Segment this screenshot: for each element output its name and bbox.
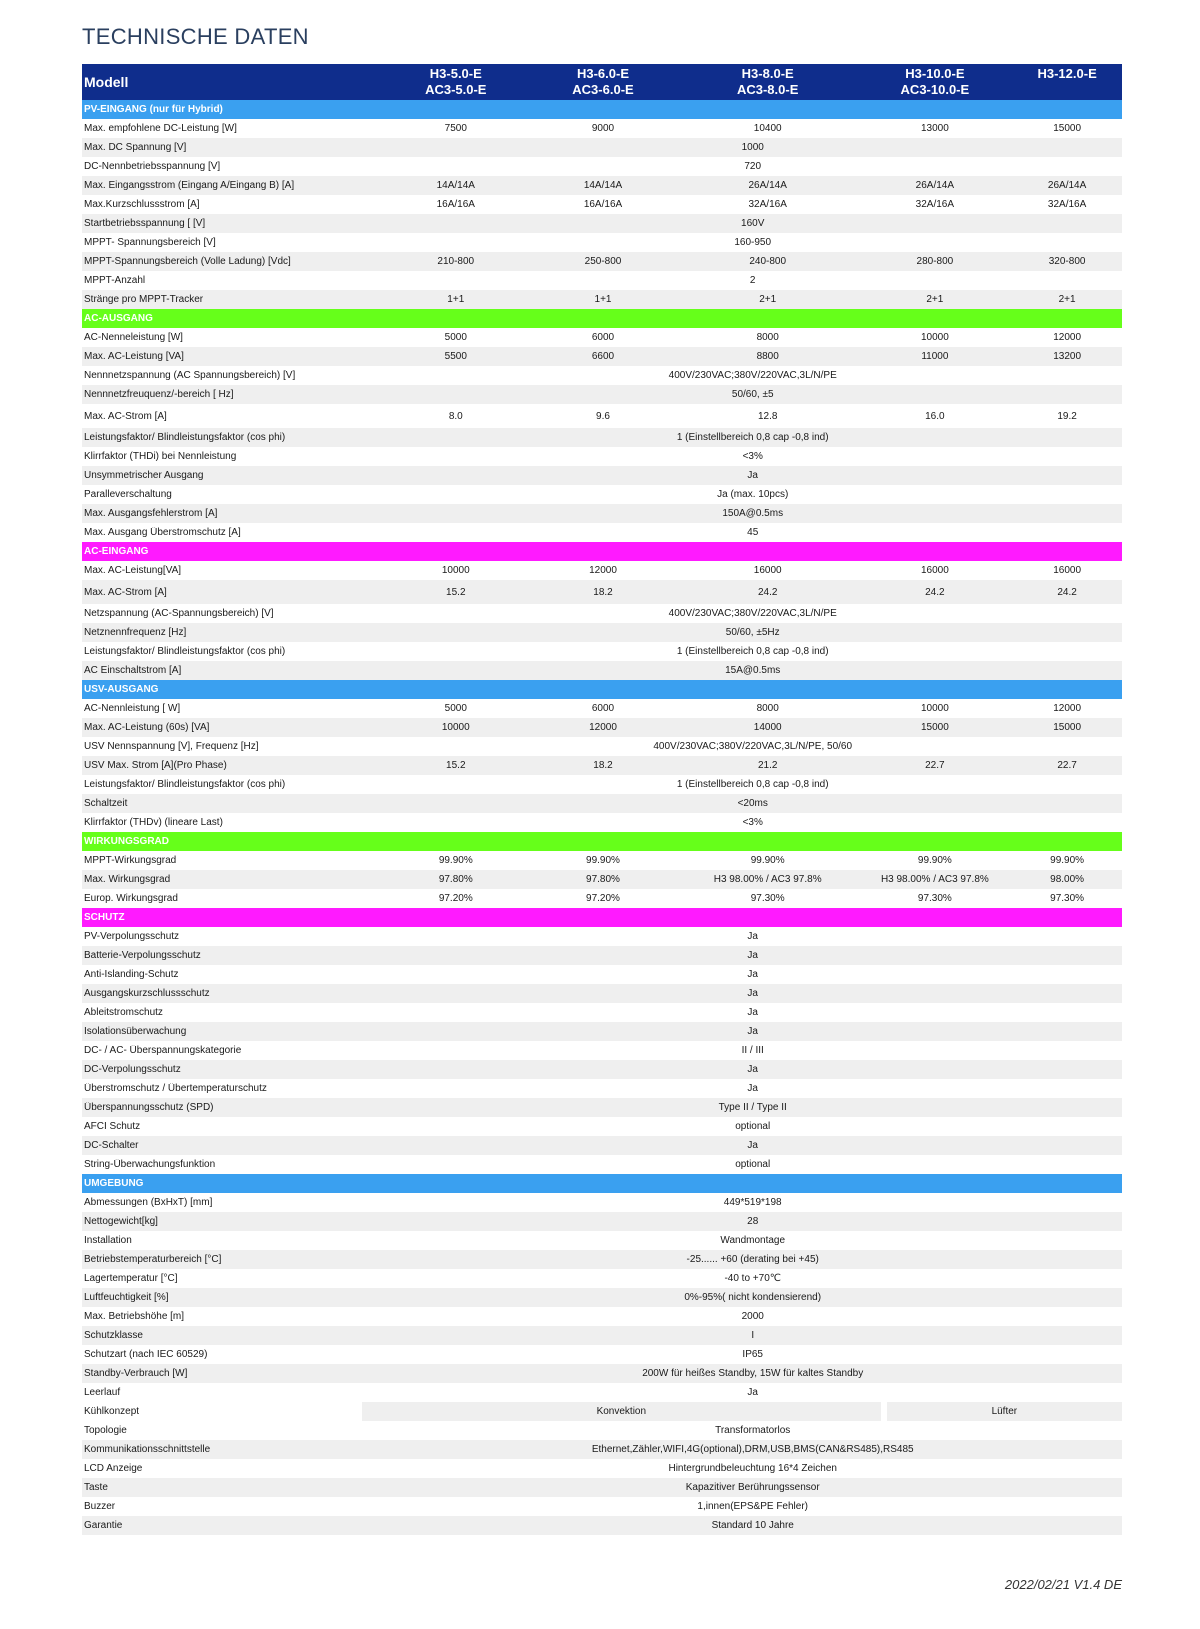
table-row — [82, 1307, 1122, 1326]
row-label: Netzspannung (AC-Spannungsbereich) [V] — [84, 608, 274, 619]
table-row — [82, 1212, 1122, 1231]
table-row — [82, 1193, 1122, 1212]
table-row — [82, 984, 1122, 1003]
row-value: 200W für heißes Standby, 15W für kaltes Standby — [642, 1368, 864, 1379]
model-col-1: H3-5.0-E AC3-5.0-E — [425, 66, 487, 97]
row-value: 210-800 — [437, 256, 475, 267]
table-row — [82, 1136, 1122, 1155]
row-value: Type II / Type II — [718, 1102, 787, 1113]
row-value: 449*519*198 — [723, 1197, 782, 1208]
version-footer: 2022/02/21 V1.4 DE — [1004, 1577, 1122, 1592]
table-row — [82, 404, 1122, 428]
table-row — [82, 889, 1122, 908]
row-value: Konvektion — [362, 1402, 881, 1421]
table-row — [82, 504, 1122, 523]
row-label: Standby-Verbrauch [W] — [84, 1368, 188, 1379]
table-row — [82, 1345, 1122, 1364]
table-row — [82, 737, 1122, 756]
row-value: II / III — [741, 1045, 764, 1056]
table-row — [82, 561, 1122, 580]
table-row — [82, 485, 1122, 504]
table-row — [82, 157, 1122, 176]
row-label: Isolationsüberwachung — [84, 1026, 187, 1037]
table-row — [82, 233, 1122, 252]
row-value: H3 98.00% / AC3 97.8% — [713, 874, 822, 885]
row-label: LCD Anzeige — [84, 1463, 143, 1474]
row-value: 50/60, ±5 — [731, 389, 774, 400]
row-label: Netznennfrequenz [Hz] — [84, 627, 187, 638]
row-value: 12000 — [1053, 703, 1082, 714]
row-label: Kommunikationsschnittstelle — [84, 1444, 211, 1455]
row-value: 8.0 — [448, 410, 463, 422]
row-label: MPPT-Anzahl — [84, 275, 146, 286]
row-value: 97.20% — [438, 893, 473, 904]
row-value: Kapazitiver Berührungssensor — [685, 1482, 820, 1493]
row-label: Lagertemperatur [°C] — [84, 1273, 178, 1284]
table-row — [82, 1478, 1122, 1497]
row-value: 26A/14A — [1047, 180, 1087, 191]
row-value: 18.2 — [593, 760, 613, 771]
row-label: Batterie-Verpolungsschutz — [84, 950, 201, 961]
row-value: 98.00% — [1050, 874, 1085, 885]
row-label: Schaltzeit — [84, 798, 128, 809]
row-label: Max. AC-Leistung (60s) [VA] — [84, 722, 210, 733]
row-value: 1+1 — [594, 294, 612, 305]
row-value: 28 — [747, 1216, 759, 1227]
row-value: 99.90% — [586, 855, 620, 866]
row-label: Leistungsfaktor/ Blindleistungsfaktor (cos phi) — [84, 646, 286, 657]
row-value: Ja — [747, 931, 758, 942]
row-value: Ja — [747, 1140, 758, 1151]
model-col-2: H3-6.0-E AC3-6.0-E — [572, 66, 634, 97]
table-row — [82, 1402, 1122, 1421]
row-value: -25...... +60 (derating bei +45) — [686, 1254, 819, 1265]
row-value: 13200 — [1053, 351, 1082, 362]
row-label: Überspannungsschutz (SPD) — [84, 1102, 214, 1113]
row-label: Schutzklasse — [84, 1330, 143, 1341]
row-label: Leistungsfaktor/ Blindleistungsfaktor (cos phi) — [84, 432, 286, 443]
table-row — [82, 661, 1122, 680]
row-label: Max. Betriebshöhe [m] — [84, 1311, 185, 1322]
row-label: Nennnetzspannung (AC Spannungsbereich) [V] — [84, 370, 296, 381]
row-value: Transformatorlos — [715, 1425, 791, 1436]
row-label: USV Max. Strom [A](Pro Phase) — [84, 760, 227, 771]
table-row — [82, 718, 1122, 737]
row-value: 97.30% — [750, 893, 785, 904]
table-row — [82, 1383, 1122, 1402]
row-value: 2000 — [741, 1311, 764, 1322]
table-row — [82, 1516, 1122, 1535]
row-value: 97.80% — [586, 874, 620, 885]
row-value: 26A/14A — [748, 180, 787, 191]
row-value: 50/60, ±5Hz — [725, 627, 780, 638]
row-value: 2+1 — [926, 294, 944, 305]
row-label: Ausgangskurzschlussschutz — [84, 988, 210, 999]
row-value: 32A/16A — [748, 199, 787, 210]
row-label: Nennnetzfreuquenz/-bereich [ Hz] — [84, 389, 234, 400]
row-value: 13000 — [920, 123, 949, 134]
row-value: 5000 — [444, 703, 467, 714]
table-row — [82, 623, 1122, 642]
row-value: 16A/16A — [436, 199, 475, 210]
row-label: Abmessungen (BxHxT) [mm] — [84, 1197, 213, 1208]
row-value: Ja — [747, 988, 758, 999]
row-value: 2+1 — [1058, 294, 1076, 305]
row-label: DC- / AC- Überspannungskategorie — [84, 1045, 242, 1056]
row-value: Ja — [747, 969, 758, 980]
row-value: Wandmontage — [720, 1235, 786, 1246]
row-label: AC-Nenneleistung [W] — [84, 332, 183, 343]
row-value: 16A/16A — [583, 199, 623, 210]
table-row — [82, 1459, 1122, 1478]
row-value: 6600 — [591, 351, 615, 362]
row-value: 250-800 — [584, 256, 622, 267]
table-row — [82, 1155, 1122, 1174]
row-value: 14A/14A — [436, 180, 475, 191]
row-value: 0%-95%( nicht kondensierend) — [684, 1292, 822, 1303]
table-row — [82, 447, 1122, 466]
row-value: 14000 — [753, 722, 782, 733]
row-label: Installation — [84, 1235, 132, 1246]
model-col-5: H3-12.0-E — [1037, 66, 1097, 81]
row-label: PV-Verpolungsschutz — [84, 931, 180, 942]
table-row — [82, 927, 1122, 946]
table-row — [82, 214, 1122, 233]
model-col-4: H3-10.0-E AC3-10.0-E — [900, 66, 970, 97]
row-value: 15.2 — [446, 760, 466, 771]
row-value: 10000 — [920, 703, 949, 714]
row-value: 1+1 — [447, 294, 465, 305]
row-label: Schutzart (nach IEC 60529) — [84, 1349, 208, 1360]
table-row — [82, 604, 1122, 623]
row-value: Hintergrundbeleuchtung 16*4 Zeichen — [668, 1463, 837, 1474]
table-row — [82, 1041, 1122, 1060]
table-row — [82, 385, 1122, 404]
row-label: String-Überwachungsfunktion — [84, 1159, 216, 1170]
row-value: 6000 — [591, 332, 615, 343]
row-value: 32A/16A — [915, 199, 955, 210]
row-label: Max. empfohlene DC-Leistung [W] — [84, 123, 237, 134]
table-row — [82, 271, 1122, 290]
row-value: 18.2 — [593, 586, 613, 598]
row-value: 12.8 — [757, 410, 778, 422]
row-value: 24.2 — [925, 586, 945, 598]
table-row — [82, 176, 1122, 195]
table-row — [82, 1364, 1122, 1383]
row-label: Betriebstemperaturbereich [°C] — [84, 1254, 222, 1265]
row-label: MPPT-Wirkungsgrad — [84, 855, 177, 866]
row-label: Max. Ausgang Überstromschutz [A] — [84, 527, 241, 538]
row-value: 99.90% — [438, 855, 473, 866]
row-value: Ja — [747, 1064, 758, 1075]
row-value: 16000 — [1053, 565, 1082, 576]
table-row — [82, 1250, 1122, 1269]
model-header-label: Modell — [84, 74, 129, 90]
row-label: Buzzer — [84, 1501, 116, 1512]
row-value: 240-800 — [749, 256, 787, 267]
row-value: Standard 10 Jahre — [711, 1520, 794, 1531]
row-label: Klirrfaktor (THDv) (lineare Last) — [84, 817, 223, 828]
row-value: 2 — [749, 275, 756, 286]
table-row — [82, 1060, 1122, 1079]
row-label: DC-Verpolungsschutz — [84, 1064, 181, 1075]
row-value: 1000 — [741, 142, 764, 153]
table-row — [82, 756, 1122, 775]
section-header: SCHUTZ — [82, 908, 1122, 927]
row-label: Max. AC-Leistung [VA] — [84, 351, 184, 362]
row-label: Europ. Wirkungsgrad — [84, 893, 178, 904]
row-label: Max. DC Spannung [V] — [84, 142, 187, 153]
row-value: 12000 — [1053, 332, 1082, 343]
row-value: 15A@0.5ms — [725, 665, 781, 676]
table-row — [82, 642, 1122, 661]
table-row — [82, 1231, 1122, 1250]
row-value: 2+1 — [759, 294, 777, 305]
row-value: 1 (Einstellbereich 0,8 cap -0,8 ind) — [676, 432, 829, 443]
table-row — [82, 1269, 1122, 1288]
row-label: Topologie — [84, 1425, 127, 1436]
table-row — [82, 523, 1122, 542]
row-value: 24.2 — [757, 586, 778, 598]
row-label: AC Einschaltstrom [A] — [84, 665, 182, 676]
row-value: 10000 — [920, 332, 949, 343]
table-row — [82, 195, 1122, 214]
row-value: 15.2 — [446, 586, 466, 598]
table-row — [82, 870, 1122, 889]
row-value: 32A/16A — [1047, 199, 1087, 210]
table-row — [82, 775, 1122, 794]
row-value: 10400 — [753, 123, 782, 134]
row-value: 16000 — [753, 565, 782, 576]
row-value: 10000 — [441, 565, 470, 576]
table-row — [82, 1421, 1122, 1440]
row-label: MPPT-Spannungsbereich (Volle Ladung) [Vdc] — [84, 256, 291, 267]
table-row — [82, 813, 1122, 832]
table-row — [82, 366, 1122, 385]
row-value: 45 — [747, 527, 759, 538]
section-header: UMGEBUNG — [82, 1174, 1122, 1193]
row-label: Ableitstromschutz — [84, 1007, 163, 1018]
row-label: Max. Ausgangsfehlerstrom [A] — [84, 508, 218, 519]
row-label: Max. AC-Leistung[VA] — [84, 565, 182, 576]
table-row — [82, 347, 1122, 366]
row-value: Ja (max. 10pcs) — [717, 489, 789, 500]
table-row — [82, 138, 1122, 157]
row-value: Ja — [747, 1026, 758, 1037]
row-value: IP65 — [742, 1349, 763, 1360]
row-label: Paralleverschaltung — [84, 489, 172, 500]
model-header-row — [82, 64, 1122, 100]
row-value: 6000 — [591, 703, 615, 714]
row-value: 160-950 — [734, 237, 772, 248]
row-value: 8000 — [756, 703, 779, 714]
row-value: Ja — [747, 1007, 758, 1018]
table-row — [82, 119, 1122, 138]
row-value: 1 (Einstellbereich 0,8 cap -0,8 ind) — [676, 646, 829, 657]
table-row — [82, 1022, 1122, 1041]
row-value: 12000 — [589, 722, 617, 733]
table-row — [82, 794, 1122, 813]
row-value: 9.6 — [596, 410, 610, 422]
row-value: 11000 — [921, 351, 949, 362]
table-row — [82, 1326, 1122, 1345]
row-value: <20ms — [737, 798, 768, 809]
section-header: USV-AUSGANG — [82, 680, 1122, 699]
row-value: 9000 — [591, 123, 615, 134]
row-label: DC-Nennbetriebsspannung [V] — [84, 161, 221, 172]
row-value: 24.2 — [1057, 586, 1077, 598]
row-label: Anti-Islanding-Schutz — [84, 969, 179, 980]
row-value: 15000 — [920, 722, 949, 733]
row-value: 16000 — [920, 565, 949, 576]
row-label: Max. AC-Strom [A] — [84, 586, 167, 598]
row-value: 720 — [744, 161, 762, 172]
row-value: 26A/14A — [915, 180, 955, 191]
row-value: 19.2 — [1057, 410, 1077, 422]
row-value: 8800 — [756, 351, 779, 362]
row-value: Lüfter — [887, 1402, 1122, 1421]
row-label: Startbetriebsspannung [ [V] — [84, 218, 206, 229]
row-value: 320-800 — [1048, 256, 1086, 267]
row-label: Taste — [84, 1482, 108, 1493]
row-value: Ja — [747, 950, 758, 961]
row-label: MPPT- Spannungsbereich [V] — [84, 237, 216, 248]
row-value: 7500 — [444, 123, 467, 134]
row-value: optional — [735, 1121, 771, 1132]
row-label: Garantie — [84, 1520, 123, 1531]
row-value: 160V — [741, 218, 765, 229]
table-row — [82, 1098, 1122, 1117]
row-value: 16.0 — [925, 410, 945, 422]
row-value: 8000 — [756, 332, 779, 343]
table-row — [82, 290, 1122, 309]
table-row — [82, 328, 1122, 347]
row-label: Klirrfaktor (THDi) bei Nennleistung — [84, 451, 237, 462]
table-row — [82, 466, 1122, 485]
table-row — [82, 965, 1122, 984]
table-row — [82, 851, 1122, 870]
table-row — [82, 1440, 1122, 1459]
spec-table — [82, 64, 1122, 1535]
spec-sections — [82, 100, 1122, 1535]
row-value: 97.30% — [1050, 893, 1085, 904]
row-label: DC-Schalter — [84, 1140, 139, 1151]
row-value: 150A@0.5ms — [722, 508, 784, 519]
row-value: 10000 — [441, 722, 470, 733]
row-value: 15000 — [1053, 722, 1082, 733]
row-value: 5500 — [444, 351, 467, 362]
table-row — [82, 946, 1122, 965]
row-label: Max. Wirkungsgrad — [84, 874, 171, 885]
row-value: 14A/14A — [583, 180, 623, 191]
row-value: Ja — [747, 1083, 758, 1094]
row-value: 1 (Einstellbereich 0,8 cap -0,8 ind) — [676, 779, 829, 790]
row-label: Leistungsfaktor/ Blindleistungsfaktor (cos phi) — [84, 779, 286, 790]
table-row — [82, 1079, 1122, 1098]
row-value: 99.90% — [917, 855, 952, 866]
row-value: 5000 — [444, 332, 467, 343]
page-title: TECHNISCHE DATEN — [82, 24, 309, 49]
row-value: I — [751, 1330, 755, 1341]
row-label: Max.Kurzschlussstrom [A] — [84, 199, 200, 210]
row-value: 400V/230VAC;380V/220VAC,3L/N/PE — [668, 370, 837, 381]
row-label: Max. Eingangsstrom (Eingang A/Eingang B) [A] — [84, 180, 295, 191]
row-value: Ja — [747, 1387, 758, 1398]
table-row — [82, 699, 1122, 718]
row-value: 12000 — [589, 565, 617, 576]
row-value: 97.30% — [917, 893, 952, 904]
row-value: 21.2 — [757, 760, 778, 771]
row-value: 400V/230VAC;380V/220VAC,3L/N/PE — [668, 608, 837, 619]
row-value: 22.7 — [925, 760, 945, 771]
row-label: Überstromschutz / Übertemperaturschutz — [84, 1083, 267, 1094]
row-value: <3% — [742, 451, 763, 462]
row-label: Kühlkonzept — [84, 1406, 140, 1417]
row-value: <3% — [742, 817, 763, 828]
row-value: Ja — [747, 470, 758, 481]
row-value: 99.90% — [750, 855, 785, 866]
section-header: PV-EINGANG (nur für Hybrid) — [82, 100, 1122, 119]
row-label: Max. AC-Strom [A] — [84, 410, 167, 422]
row-label: Nettogewicht[kg] — [84, 1216, 158, 1227]
row-label: Luftfeuchtigkeit [%] — [84, 1292, 169, 1303]
table-row — [82, 428, 1122, 447]
row-label: AFCI Schutz — [84, 1121, 141, 1132]
row-value: 280-800 — [916, 256, 954, 267]
row-value: 99.90% — [1050, 855, 1085, 866]
table-row — [82, 1497, 1122, 1516]
table-row — [82, 580, 1122, 604]
row-value: 1,innen(EPS&PE Fehler) — [697, 1501, 809, 1512]
table-row — [82, 1003, 1122, 1022]
row-value: 400V/230VAC;380V/220VAC,3L/N/PE, 50/60 — [653, 741, 853, 752]
row-value: 97.80% — [438, 874, 473, 885]
row-value: optional — [735, 1159, 771, 1170]
row-value: 15000 — [1053, 123, 1082, 134]
row-value: -40 to +70℃ — [724, 1273, 781, 1284]
section-header: AC-EINGANG — [82, 542, 1122, 561]
row-label: AC-Nennleistung [ W] — [84, 703, 181, 714]
model-col-3: H3-8.0-E AC3-8.0-E — [736, 66, 799, 97]
section-header: WIRKUNGSGRAD — [82, 832, 1122, 851]
row-value: 97.20% — [586, 893, 620, 904]
row-value: 22.7 — [1057, 760, 1077, 771]
table-row — [82, 252, 1122, 271]
row-value: Ethernet,Zähler,WIFI,4G(optional),DRM,USB,BMS(CAN&RS485),RS485 — [591, 1444, 914, 1455]
row-label: Leerlauf — [84, 1387, 121, 1398]
table-row — [82, 1117, 1122, 1136]
row-label: Unsymmetrischer Ausgang — [84, 470, 204, 481]
section-header: AC-AUSGANG — [82, 309, 1122, 328]
row-value: H3 98.00% / AC3 97.8% — [880, 874, 989, 885]
row-label: Stränge pro MPPT-Tracker — [84, 294, 204, 305]
table-row — [82, 1288, 1122, 1307]
row-label: USV Nennspannung [V], Frequenz [Hz] — [84, 741, 259, 752]
